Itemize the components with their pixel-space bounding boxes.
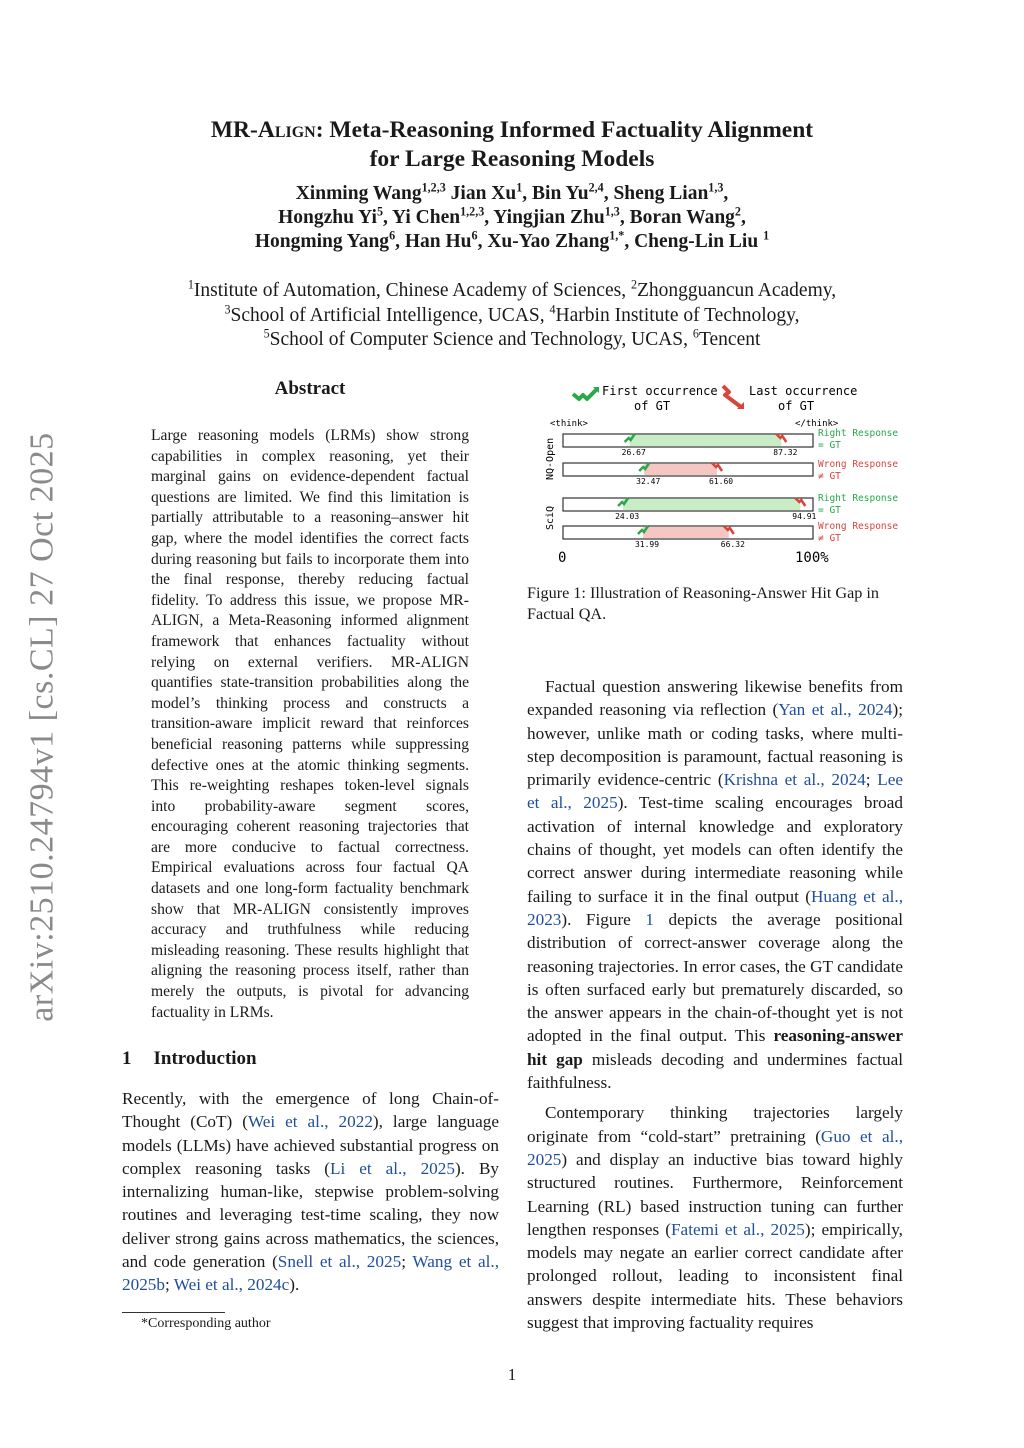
think-close-tag: </think> — [795, 419, 839, 429]
citation-link[interactable]: Krishna et al., 2024 — [723, 770, 866, 790]
axis-start-label: 0 — [558, 550, 567, 566]
hit-gap-chart — [527, 380, 905, 570]
bar-gap-span — [630, 435, 782, 446]
wrong-response-gt: ≠ GT — [818, 471, 841, 482]
bar-gap-span — [643, 527, 729, 538]
legend-last-icon — [723, 386, 744, 409]
wrong-response-label: Wrong Response — [818, 459, 899, 470]
last-value-label: 66.32 — [720, 540, 745, 549]
last-value-label: 94.91 — [792, 512, 817, 521]
author: Xinming Wang$^{1,2,3}$ — [295, 180, 446, 204]
bold-term: reasoning-answer hit gap — [527, 1026, 903, 1069]
section-heading-introduction — [122, 1048, 257, 1070]
author: Yi Chen$^{1,2,3}$ — [392, 204, 485, 228]
intro-paragraph: Recently, with the emergence of long Chain-of-Thought (CoT) (Wei et al., 2022), large language models (LLMs) have achieved substantial progress on complex reasoning tasks (Li et al., 2025). By internalizing human-like, stepwise problem-solving routines and leveraging test-time scaling, they now deliver strong gains across mathematics, the sciences, and code generation (Snell et al., 2025; Wang et al., 2025b; Wei et al., 2024c). — [122, 1089, 499, 1295]
paragraph: Factual question answering likewise benefits from expanded reasoning via reflection (Yan et al., 2024); however, unlike math or coding tasks, where multi-step decomposition is paramount, factual reasoning is primarily evidence-centric (Krishna et al., 2024; Lee et al., 2025). Test-time scaling encourages broad activation of internal knowledge and exploratory chains of thought, yet models can often identify the correct answer during intermediate reasoning while failing to surface it in the final output (Huang et al., 2023). Figure 1 depicts the average positional distribution of correct-answer coverage along the reasoning trajectories. In error cases, the GT candidate is often surfaced early but prematurely discarded, so the answer appears in the chain-of-thought yet is not adopted in the final output. This reasoning-answer hit gap misleads decoding and undermines factual faithfulness. — [527, 677, 903, 1093]
section-title: Introduction — [153, 1048, 257, 1069]
right-response-gt: = GT — [818, 505, 841, 516]
think-open-tag: <think> — [550, 419, 588, 429]
legend-last-label: Last occurrence — [749, 384, 858, 398]
author: Yingjian Zhu$^{1,3}$ — [493, 204, 620, 228]
figure-1 — [527, 380, 905, 570]
section-number: 1 — [122, 1048, 132, 1069]
first-value-label: 24.03 — [615, 512, 640, 521]
affiliation: Harbin Institute of Technology, — [555, 304, 800, 326]
page-number: 1 — [507, 1365, 517, 1384]
right-column-text — [527, 675, 903, 1341]
title-line1: : Meta-Reasoning Informed Factuality Alignment — [315, 117, 814, 143]
affiliation: Institute of Automation, Chinese Academy of Sciences, — [193, 280, 627, 301]
author: Sheng Lian$^{1,3}$ — [613, 180, 724, 204]
right-response-label: Right Response — [818, 428, 899, 439]
group-label-nq-open: NQ-Open — [545, 437, 556, 480]
axis-end-label: 100% — [795, 550, 829, 566]
arxiv-id-text: arXiv:2510.24794v1 [cs.CL] 27 Oct 2025 — [24, 432, 61, 1022]
affiliation: School of Artificial Intelligence, UCAS, — [230, 304, 545, 326]
bars-layer — [563, 434, 817, 549]
group-label-sciq: SciQ — [545, 505, 556, 530]
author: Hongzhu Yi$^5$ — [278, 204, 383, 228]
author: Xu-Yao Zhang$^{1,*}$ — [487, 228, 625, 252]
legend-last-label-2: of GT — [778, 399, 815, 413]
first-value-label: 32.47 — [636, 477, 661, 486]
figure-caption: Figure 1: Illustration of Reasoning-Answer Hit Gap in Factual QA. — [527, 584, 880, 623]
last-value-label: 61.60 — [709, 477, 734, 486]
citation-link[interactable]: Yan et al., 2024 — [778, 700, 893, 720]
bar-gap-span — [644, 464, 717, 475]
footnote: *Corresponding author — [141, 1316, 271, 1331]
citation-link[interactable]: Wang et al., 2025b — [122, 1252, 499, 1295]
affiliation: Zhongguancun Academy, — [637, 280, 837, 301]
paper-title — [120, 116, 904, 174]
citation-link[interactable]: Guo et al., 2025 — [527, 1126, 903, 1169]
wrong-response-label: Wrong Response — [818, 521, 899, 532]
author: Hongming Yang$^6$ — [254, 228, 396, 252]
arxiv-identifier — [8, 432, 78, 1022]
footnote-divider — [122, 1312, 225, 1313]
right-response-gt: = GT — [818, 440, 841, 451]
author: Han Hu$^6$ — [404, 228, 478, 252]
first-value-label: 26.67 — [621, 448, 646, 457]
legend-first-label-2: of GT — [634, 399, 671, 413]
first-value-label: 31.99 — [634, 540, 660, 549]
author: Bin Yu$^{2,4}$ — [532, 180, 604, 204]
figure-ref-link[interactable]: 1 — [645, 909, 654, 929]
affiliation: Tencent — [698, 329, 761, 350]
author-list: Xinming Wang$^{1,2,3}$ Jian Xu$^1$, Bin Yu$^{2,4}$, Sheng Lian$^{1,3}$, Hongzhu Yi$^5$, Yi Chen$^{1,2,3}$, Yingjian Zhu$^{1,3}$, Boran Wang$^2$, Hongming Yang$^6$, Han Hu$^6$, Xu-Yao Zhang$^{1,*}$, Cheng-Lin Liu $^1$ — [254, 180, 770, 252]
paragraph: Contemporary thinking trajectories largely originate from “cold-start” pretraining (Guo et al., 2025) and display an inductive bias toward highly structured routines. Furthermore, Reinforcement Learning (RL) based instruction tuning can further lengthen responses (Fatemi et al., 2025); empirically, models may negate an earlier correct candidate after prolonged rollout, leading to inconsistent final answers despite intermediate hits. These behaviors suggest that improving factuality requires — [527, 1103, 903, 1333]
citation-link[interactable]: Fatemi et al., 2025 — [671, 1219, 805, 1239]
citation-link[interactable]: Lee et al., 2025 — [527, 770, 903, 813]
abstract-heading: Abstract — [274, 378, 346, 399]
wrong-response-gt: ≠ GT — [818, 533, 841, 544]
legend-first-icon — [573, 387, 599, 399]
citation-link[interactable]: Huang et al., 2023 — [527, 886, 903, 929]
legend-first-label: First occurrence — [602, 384, 718, 398]
right-response-label: Right Response — [818, 493, 899, 504]
citation-link[interactable]: Wei et al., 2022 — [247, 1112, 373, 1132]
title-name: MR-Align — [210, 117, 316, 143]
author: Boran Wang$^2$ — [629, 204, 741, 228]
title-line2: for Large Reasoning Models — [369, 146, 655, 172]
author: Cheng-Lin Liu $^1$ — [634, 228, 770, 252]
abstract-text: Large reasoning models (LRMs) show strong capabilities in complex reasoning, yet their marginal gains on evidence-dependent factual questions are limited. We find this limitation is partially attributable to a reasoning–answer hit gap, where the model identifies the correct facts during reasoning but fails to incorporate them into the final response, thereby reducing factual fidelity. To address this issue, we propose MR-ALIGN, a Meta-Reasoning informed alignment framework that enhances factuality without relying on external verifiers. MR-ALIGN quantifies state-transition probabilities along the model’s thinking process and constructs a transition-aware implicit reward that reinforces beneficial reasoning patterns while suppressing defective ones at the atomic thinking segments. This re-weighting reshapes token-level signals into probability-aware segment scores, encouraging coherent reasoning trajectories that are more conducive to factual correctness. Empirical evaluations across four factual QA datasets and one long-form factuality benchmark show that MR-ALIGN consistently improves accuracy and truthfulness while reducing misleading reasoning. These results highlight that aligning the reasoning process itself, rather than merely the outputs, is pivotal for advancing factuality in LRMs. — [151, 427, 469, 1021]
citation-link[interactable]: Wei et al., 2024c — [173, 1275, 290, 1295]
citation-link[interactable]: Snell et al., 2025 — [277, 1252, 402, 1272]
author: Jian Xu$^1$ — [450, 180, 523, 204]
last-value-label: 87.32 — [773, 448, 798, 457]
citation-link[interactable]: Li et al., 2025 — [330, 1158, 455, 1178]
affiliations: $^1$Institute of Automation, Chinese Academy of Sciences, $^2$Zhongguancun Academy, $^3$School of Artificial Intelligence, UCAS, $^4$Harbin Institute of Technology, $^5$School of Computer Science and Technology, UCAS, $^6$Tencent — [187, 277, 837, 350]
bar-gap-span — [623, 499, 800, 510]
affiliation: School of Computer Science and Technology, UCAS, — [269, 329, 689, 350]
